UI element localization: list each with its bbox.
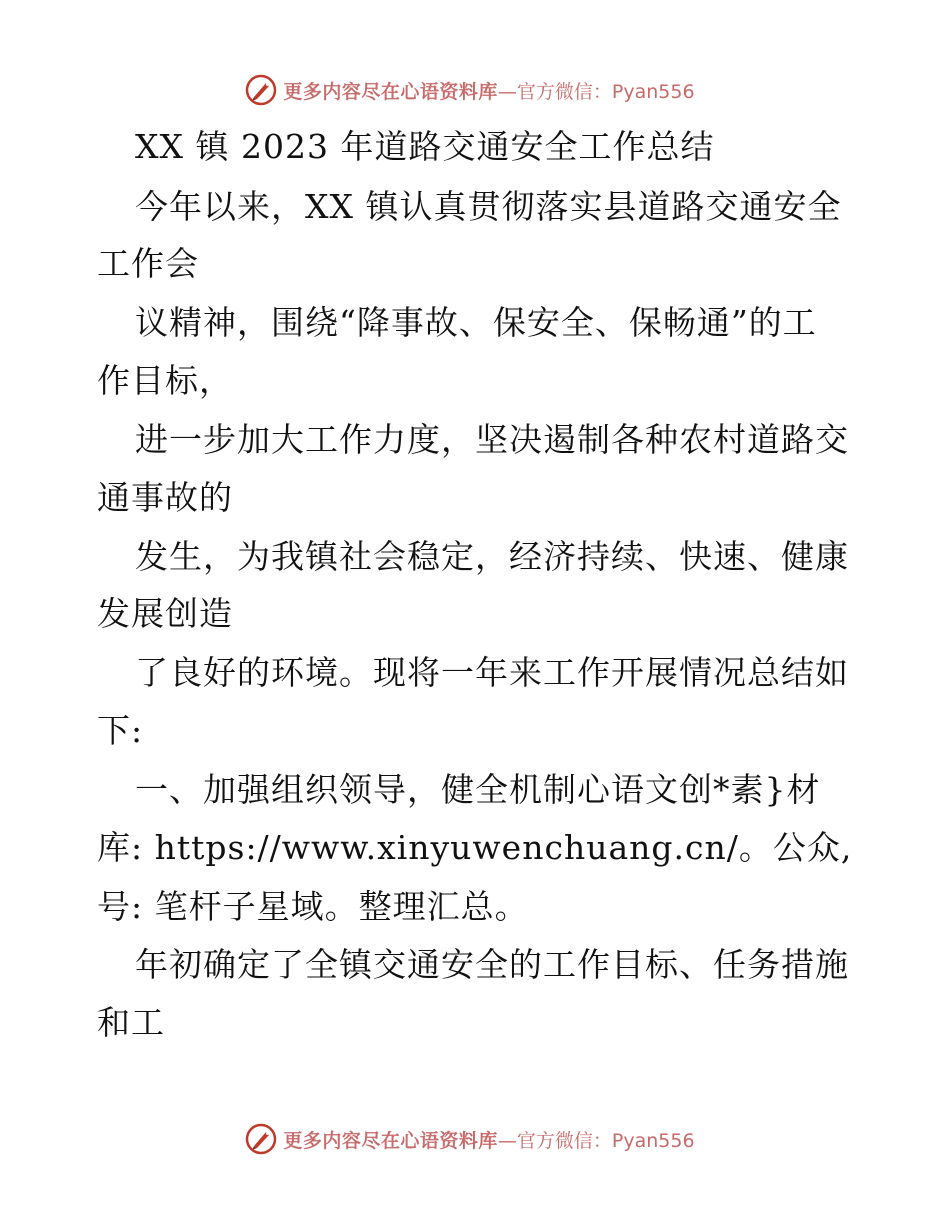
header-banner (0, 70, 950, 110)
section-heading: 一、加强组织领导，健全机制心语文创*素}材 (135, 770, 821, 809)
paragraph-line: 年初确定了全镇交通安全的工作目标、任务措施 (135, 945, 849, 984)
paragraph-line: 进一步加大工作力度，坚决遏制各种农村道路交 (135, 420, 849, 459)
banner-title: 更多内容尽在心语资料库 (283, 80, 498, 103)
paragraph-line: 下: (97, 711, 144, 750)
paragraph-line: 和工 (97, 1003, 165, 1042)
paragraph-line: 议精神，围绕“降事故、保安全、保畅通”的工 (135, 303, 817, 342)
paragraph-line: 通事故的 (97, 478, 233, 517)
pen-logo-icon (245, 74, 277, 106)
paragraph-line: 工作会 (97, 244, 199, 283)
paragraph-line: 号: 笔杆子星域。整理汇总。 (97, 887, 529, 926)
paragraph-line: 了良好的环境。现将一年来工作开展情况总结如 (135, 653, 849, 692)
paragraph-line: 库: https://www.xinyuwenchuang.cn/。公众, (97, 828, 853, 867)
footer-banner (0, 1119, 950, 1159)
paragraph-line: 作目标， (97, 361, 233, 400)
banner-title: 更多内容尽在心语资料库 (283, 1129, 498, 1152)
pen-logo-icon (245, 1123, 277, 1155)
banner-wechat: —官方微信：Pyan556 (497, 80, 695, 103)
banner-wechat: —官方微信：Pyan556 (497, 1129, 695, 1152)
paragraph-line: 今年以来，XX 镇认真贯彻落实县道路交通安全 (135, 187, 842, 226)
paragraph-line: 发生，为我镇社会稳定，经济持续、快速、健康 (135, 537, 849, 576)
paragraph-line: 发展创造 (97, 594, 233, 633)
document-title: XX 镇 2023 年道路交通安全工作总结 (135, 127, 715, 166)
